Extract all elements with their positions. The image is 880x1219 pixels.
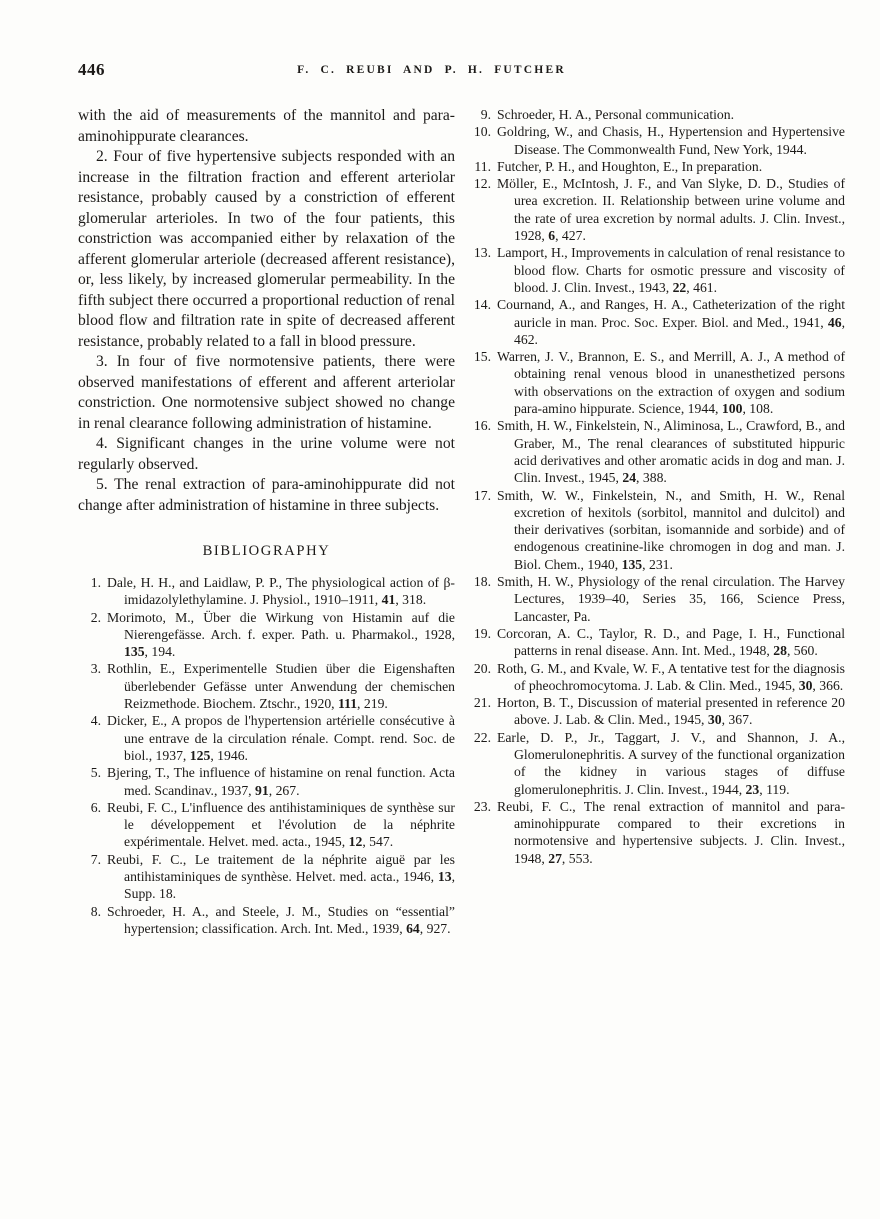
reference-number: 18.: [473, 574, 491, 590]
reference-number: 17.: [473, 487, 491, 503]
reference-text: Lamport, H., Improvements in calculation of renal resistance to blood flow. Charts for osmotic pressure and viscosity of blood. J. Clin. Invest., 1943, 22, 461.: [497, 245, 845, 295]
reference-text: Smith, W. W., Finkelstein, N., and Smith, H. W., Renal excretion of hexitols (sorbitol, mannitol and dulcitol) and their derivatives (sorbitan, isomannide and sorbide) and of endogenous creatinine-like chromogen in dog and man. J. Biol. Chem., 1940, 135, 231.: [497, 487, 845, 572]
running-head-authors: F. C. REUBI AND P. H. FUTCHER: [297, 64, 566, 76]
reference-item: [78, 851, 455, 903]
reference-number: 23.: [473, 798, 491, 814]
reference-item: [468, 798, 845, 867]
reference-item: [468, 244, 845, 296]
summary-paragraph: with the aid of measurements of the mannitol and para-aminohippurate clearances.: [78, 107, 455, 145]
summary-text: [78, 106, 455, 516]
reference-text: Goldring, W., and Chasis, H., Hypertension and Hypertensive Disease. The Commonwealth Fund, New York, 1944.: [497, 124, 845, 157]
reference-item: [468, 625, 845, 660]
reference-item: [468, 573, 845, 625]
reference-number: 14.: [473, 297, 491, 313]
reference-text: Horton, B. T., Discussion of material presented in reference 20 above. J. Lab. & Clin. Med., 1945, 30, 367.: [497, 695, 845, 728]
reference-text: Schroeder, H. A., Personal communication.: [497, 107, 735, 122]
reference-item: [468, 729, 845, 798]
bibliography-heading: BIBLIOGRAPHY: [202, 543, 331, 559]
reference-item: [468, 487, 845, 573]
reference-text: Reubi, F. C., The renal extraction of mannitol and para-aminohippurate compared to their excretions in normotensive and hypertensive subjects. J. Clin. Invest., 1948, 27, 553.: [497, 798, 845, 866]
reference-text: Dicker, E., A propos de l'hypertension artérielle consécutive à une entrave de la circulation rénale. Compt. rend. Soc. de biol., 1937, 125, 1946.: [107, 713, 455, 763]
reference-number: 4.: [90, 713, 101, 729]
reference-text: Earle, D. P., Jr., Taggart, J. V., and Shannon, J. A., Glomerulonephritis. A survey of the functional organization of the kidney in various stages of diffuse glomerulonephritis. J. Clin. Invest., 1944, 23, 119.: [497, 729, 845, 797]
reference-item: [78, 903, 455, 938]
references-list-left: [78, 574, 455, 937]
reference-text: Möller, E., McIntosh, J. F., and Van Slyke, D. D., Studies of urea excretion. II. Relationship between urine volume and the rate of urea excretion by normal adults. J. Clin. Invest., 1928, 6, 427.: [497, 176, 845, 244]
reference-text: Cournand, A., and Ranges, H. A., Catheterization of the right auricle in man. Proc. Soc. Exper. Biol. and Med., 1941, 46, 462.: [497, 297, 845, 347]
reference-number: 6.: [90, 799, 101, 815]
reference-number: 19.: [473, 625, 491, 641]
reference-item: [78, 712, 455, 764]
reference-text: Reubi, F. C., L'influence des antihistaminiques de synthèse sur le développement et l'évolution de la néphrite expérimentale. Helvet. med. acta., 1945, 12, 547.: [107, 799, 455, 850]
reference-item: [468, 660, 845, 695]
reference-text: Futcher, P. H., and Houghton, E., In preparation.: [497, 158, 763, 174]
reference-number: 13.: [473, 245, 491, 261]
two-column-layout: [78, 106, 845, 937]
reference-item: [468, 348, 845, 417]
reference-number: 7.: [90, 851, 101, 867]
reference-item: [468, 158, 845, 175]
reference-item: [468, 694, 845, 729]
reference-number: 9.: [480, 107, 491, 122]
reference-number: 21.: [473, 695, 491, 711]
reference-text: Dale, H. H., and Laidlaw, P. P., The physiological action of β-imidazolylethylamine. J. Physiol., 1910–1911, 41, 318.: [107, 575, 455, 608]
reference-number: 12.: [473, 176, 491, 192]
reference-item: [468, 296, 845, 348]
reference-number: 3.: [90, 661, 101, 677]
reference-number: 20.: [473, 660, 491, 676]
running-header: [78, 60, 845, 82]
reference-text: Warren, J. V., Brannon, E. S., and Merrill, A. J., A method of obtaining renal venous blood in unanesthetized persons with observations on the extraction of oxygen and sodium para-amino hippurate. Science, 1944, 100, 108.: [497, 349, 845, 417]
reference-item: [78, 660, 455, 712]
reference-item: [78, 764, 455, 799]
reference-text: Morimoto, M., Über die Wirkung von Histamin auf die Nierengefässe. Arch. f. exper. Path. u. Pharmakol., 1928, 135, 194.: [107, 609, 455, 660]
reference-text: Smith, H. W., Physiology of the renal circulation. The Harvey Lectures, 1939–40, Series 35, 166, Science Press, Lancaster, Pa.: [497, 574, 845, 624]
reference-number: 11.: [474, 158, 491, 174]
page-number: 446: [78, 60, 105, 79]
reference-text: Reubi, F. C., Le traitement de la néphrite aiguë par les antihistaminiques de synthèse. Helvet. med. acta., 1946, 13, Supp. 18.: [107, 851, 455, 902]
reference-number: 2.: [90, 609, 101, 625]
reference-item: [468, 106, 845, 123]
references-list-right: [468, 106, 845, 867]
reference-text: Roth, G. M., and Kvale, W. F., A tentative test for the diagnosis of pheochromocytoma. J. Lab. & Clin. Med., 1945, 30, 366.: [497, 660, 845, 693]
reference-text: Smith, H. W., Finkelstein, N., Aliminosa, L., Crawford, B., and Graber, M., The renal clearances of substituted hippuric acid derivatives and other aromatic acids in dog and man. J. Clin. Invest., 1945, 24, 388.: [497, 418, 845, 486]
summary-paragraph: 2. Four of five hypertensive subjects responded with an increase in the filtration fraction and efferent arteriolar resistance, probably caused by a constriction of efferent glomerular arterioles. In two of the four patients, this constriction was accompanied either by relaxation of the afferent glomerular arteriole (decreased afferent resistance), or, less likely, by increased glomerular permeability. In the fifth subject there occurred a proportional reduction of renal blood flow and filtration rate in spite of decreased afferent resistance, probably related to a fall in blood pressure.: [78, 148, 455, 350]
summary-paragraph: 5. The renal extraction of para-aminohippurate did not change after administration of histamine in three subjects.: [78, 476, 455, 514]
reference-number: 15.: [473, 349, 491, 365]
reference-number: 8.: [90, 903, 101, 919]
reference-number: 1.: [90, 575, 101, 590]
reference-item: [468, 417, 845, 486]
reference-number: 16.: [473, 418, 491, 434]
reference-text: Rothlin, E., Experimentelle Studien über die Eigenshaften überlebender Gefässe unter Anwendung der chemischen Reizmethode. Biochem. Ztschr., 1920, 111, 219.: [107, 661, 455, 712]
summary-paragraph: 4. Significant changes in the urine volume were not regularly observed.: [78, 435, 455, 473]
summary-paragraph: 3. In four of five normotensive patients, there were observed manifestations of efferent and afferent arteriolar constriction. One normotensive subject showed no change in renal clearance following administration of histamine.: [78, 353, 455, 432]
reference-number: 5.: [90, 765, 101, 781]
reference-number: 22.: [473, 729, 491, 745]
reference-text: Schroeder, H. A., and Steele, J. M., Studies on “essential” hypertension; classification. Arch. Int. Med., 1939, 64, 927.: [107, 903, 455, 936]
reference-number: 10.: [473, 124, 491, 140]
reference-item: [78, 799, 455, 851]
right-column: [468, 106, 845, 937]
reference-text: Corcoran, A. C., Taylor, R. D., and Page, I. H., Functional patterns in renal disease. Ann. Int. Med., 1948, 28, 560.: [497, 625, 845, 659]
left-column: [78, 106, 455, 937]
reference-item: [78, 609, 455, 661]
reference-item: [468, 175, 845, 244]
reference-item: [468, 123, 845, 158]
reference-item: [78, 574, 455, 609]
reference-text: Bjering, T., The influence of histamine on renal function. Acta med. Scandinav., 1937, 91, 267.: [107, 765, 455, 798]
